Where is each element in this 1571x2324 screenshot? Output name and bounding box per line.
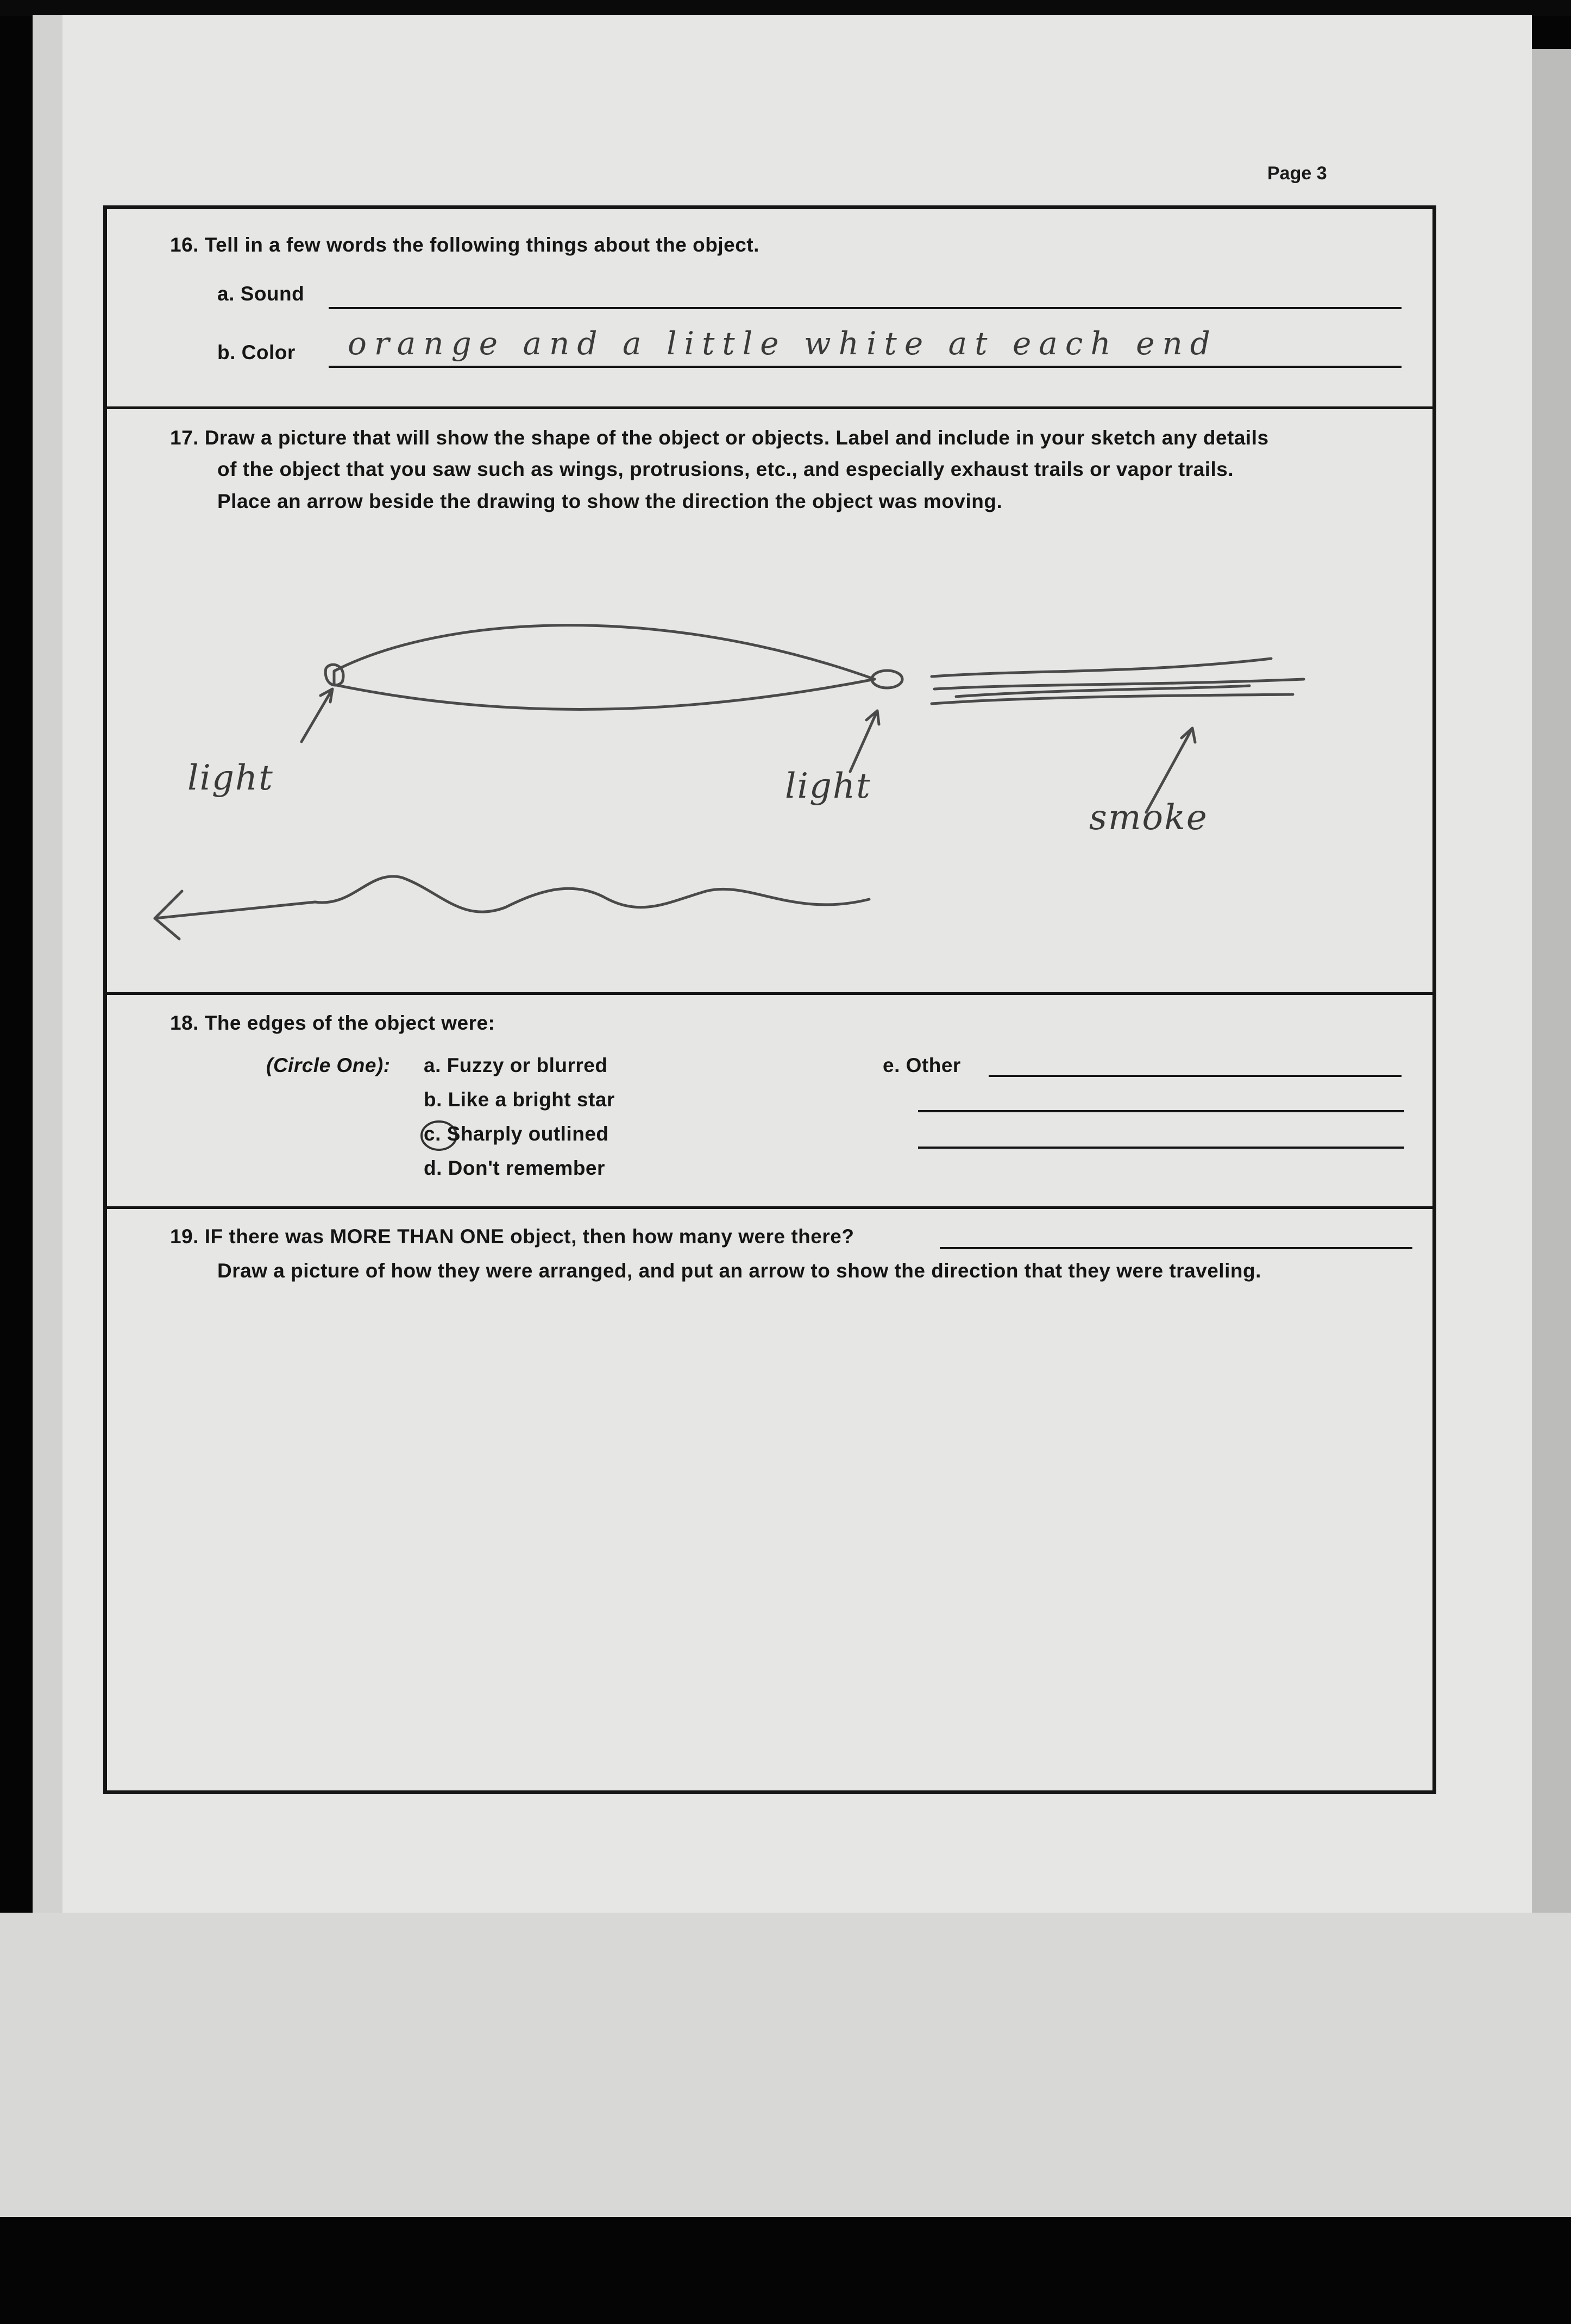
- right-light-ellipse: [872, 671, 902, 688]
- label-smoke: smoke: [1089, 798, 1208, 838]
- q18-prompt: 18. The edges of the object were:: [170, 1012, 495, 1034]
- right-light-arrow: [850, 711, 879, 772]
- q16-color-label: b. Color: [217, 341, 296, 364]
- object-body-outline: [334, 625, 875, 710]
- label-light-right: light: [785, 766, 871, 806]
- option-e-other: e. Other: [883, 1054, 961, 1076]
- left-light-arrow: [301, 689, 332, 742]
- q17-line3: Place an arrow beside the drawing to show the direction the object was moving.: [217, 490, 1003, 512]
- q19-line1: 19. IF there was MORE THAN ONE object, then how many were there?: [170, 1225, 854, 1248]
- object-count-line[interactable]: [940, 1247, 1412, 1249]
- direction-arrow: [155, 876, 869, 918]
- smoke-trail: [932, 659, 1304, 704]
- option-d[interactable]: d. Don't remember: [424, 1157, 605, 1179]
- arrangement-drawing-area[interactable]: [109, 1304, 1426, 1782]
- q19-line2: Draw a picture of how they were arranged, and put an arrow to show the direction that they were traveling.: [217, 1260, 1261, 1282]
- option-a[interactable]: a. Fuzzy or blurred: [424, 1054, 608, 1076]
- label-light-left: light: [187, 758, 274, 798]
- other-answer-line-1[interactable]: [989, 1075, 1402, 1077]
- q16-prompt: 16. Tell in a few words the following things about the object.: [170, 234, 759, 256]
- q16-sound-label: a. Sound: [217, 283, 305, 305]
- color-answer: orange and a little white at each end: [348, 325, 1218, 362]
- circle-one-label: (Circle One):: [266, 1054, 391, 1076]
- page-number: Page 3: [1267, 163, 1327, 184]
- other-answer-line-2[interactable]: [918, 1110, 1404, 1112]
- option-b[interactable]: b. Like a bright star: [424, 1088, 615, 1111]
- other-answer-line-3[interactable]: [918, 1147, 1404, 1149]
- option-c[interactable]: c. Sharply outlined: [424, 1123, 609, 1145]
- q17-line2: of the object that you saw such as wings, protrusions, etc., and especially exhaust trails or vapor trails.: [217, 458, 1234, 480]
- q17-line1: 17. Draw a picture that will show the shape of the object or objects. Label and include in your sketch any details: [170, 427, 1269, 449]
